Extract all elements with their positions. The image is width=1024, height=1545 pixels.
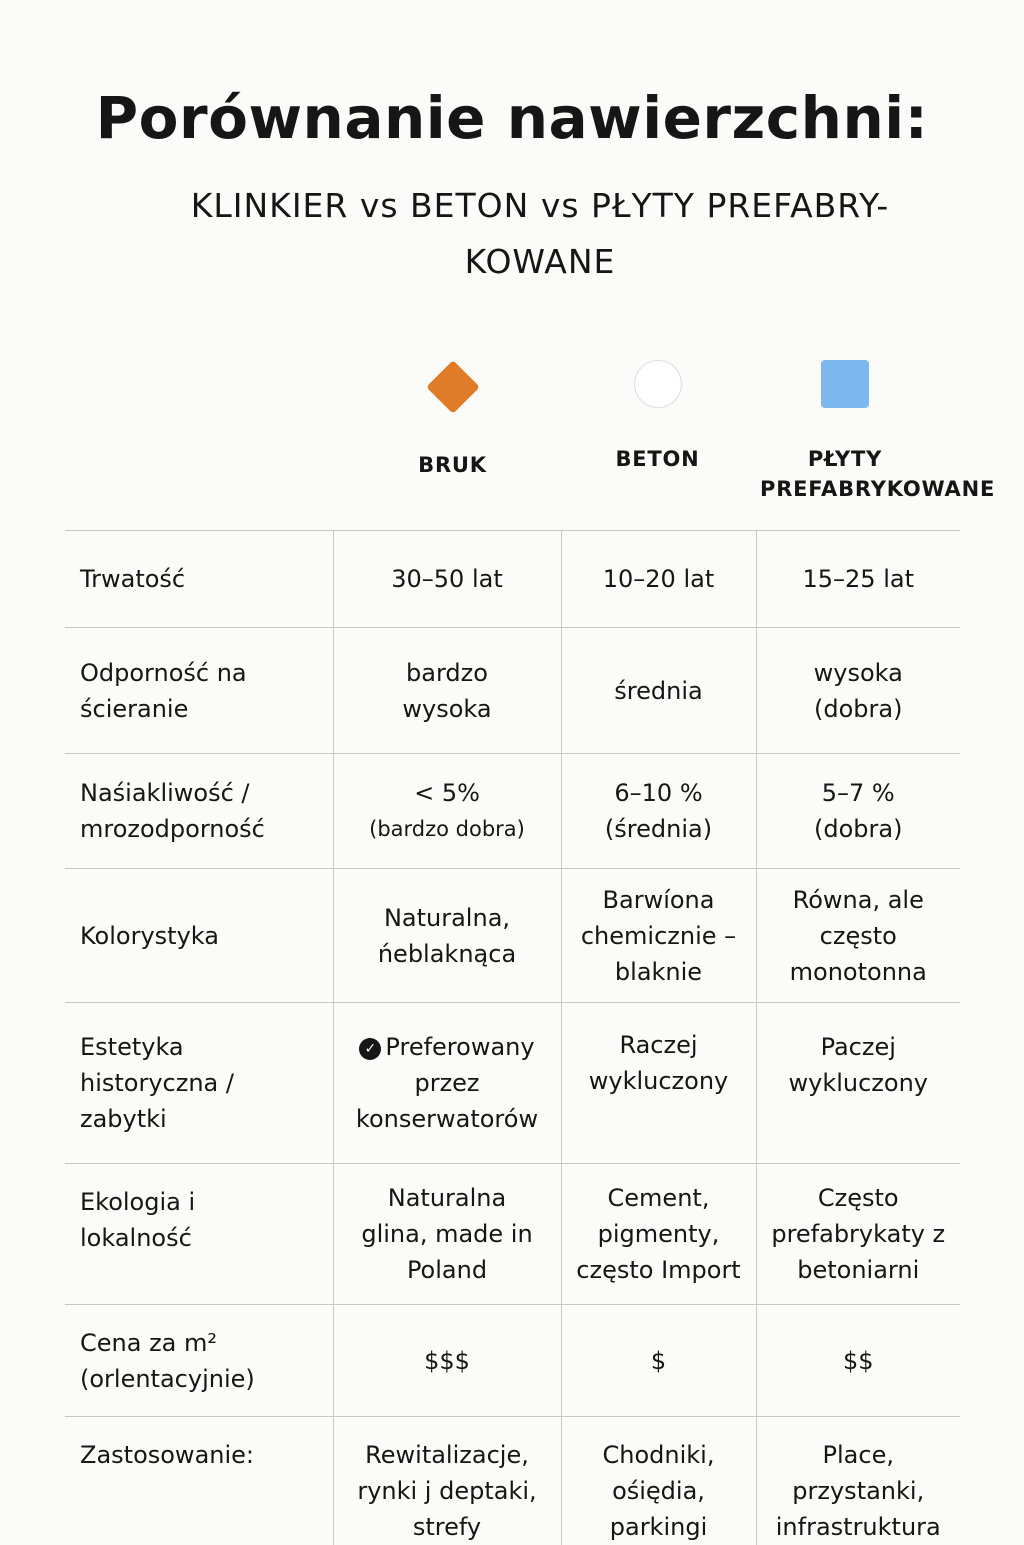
table-row <box>65 628 960 754</box>
cell-beton: średnia <box>561 628 756 754</box>
cell-bruk: Rewitalizacje, rynki j deptaki, strefy <box>333 1417 561 1545</box>
page-title: Porównanie nawierzchni: <box>0 84 1024 152</box>
row-criterion: Estetyka historyczna / zabytki <box>65 1003 333 1164</box>
cell-bruk <box>333 1003 561 1164</box>
cell-value: < 5% <box>342 775 553 811</box>
cell-plyty <box>756 754 960 869</box>
blue-square-icon <box>821 360 869 408</box>
row-criterion: Zastosowanie: <box>65 1417 333 1545</box>
cell-note: (bardzo dobra) <box>342 811 553 847</box>
table-row <box>65 754 960 869</box>
cell-plyty: $$ <box>756 1305 960 1417</box>
cell-plyty: 15–25 lat <box>756 531 960 628</box>
cell-bruk: bardzo wysoka <box>333 628 561 754</box>
cell-bruk <box>333 754 561 869</box>
checkmark-icon: ✓ <box>359 1038 381 1060</box>
column-label-bruk: BRUK <box>375 450 530 480</box>
cell-bruk: 30–50 lat <box>333 531 561 628</box>
row-criterion: Kolorystyka <box>65 869 333 1003</box>
comparison-table <box>65 530 960 1545</box>
row-criterion: Odporność na ścieranie <box>65 628 333 754</box>
cell-note: (dobra) <box>765 811 953 847</box>
table-row <box>65 869 960 1003</box>
column-label-plyty: PŁYTY PREFABRYKOWANE <box>760 444 930 504</box>
table-row <box>65 1164 960 1305</box>
column-label-beton: BETON <box>580 444 735 474</box>
row-criterion: Ekologia i lokalność <box>65 1164 333 1305</box>
cell-value: 5–7 % <box>765 775 953 811</box>
cell-bruk: Naturalna, ńeblaknąca <box>333 869 561 1003</box>
column-header-beton <box>580 360 735 474</box>
column-header-bruk <box>375 360 530 480</box>
page-subtitle: KLINKIER vs BETON vs PŁYTY PREFABRY-KOWANE <box>150 178 930 290</box>
cell-note: (średnia) <box>570 811 748 847</box>
white-circle-icon <box>634 360 682 408</box>
cell-value: 6–10 % <box>570 775 748 811</box>
cell-beton <box>561 754 756 869</box>
cell-beton: Barwíona chemicznie – blaknie <box>561 869 756 1003</box>
cell-plyty: Często prefabrykaty z betoniarni <box>756 1164 960 1305</box>
cell-beton: Raczej wykluczony <box>561 1003 756 1164</box>
cell-plyty: Równa, ale często monotonna <box>756 869 960 1003</box>
row-criterion: Cena za m² (orlentacyjnie) <box>65 1305 333 1417</box>
cell-beton: $ <box>561 1305 756 1417</box>
column-header-plyty <box>725 360 965 504</box>
table-row <box>65 1417 960 1545</box>
table-row <box>65 531 960 628</box>
table-row <box>65 1305 960 1417</box>
cell-beton: Cement, pigmenty, często Import <box>561 1164 756 1305</box>
cell-plyty: Paczej wykluczony <box>756 1003 960 1164</box>
cell-plyty: wysoka (dobra) <box>756 628 960 754</box>
cell-plyty: Place, przystanki, infrastruktura <box>756 1417 960 1545</box>
cell-bruk: $$$ <box>333 1305 561 1417</box>
cell-beton: 10–20 lat <box>561 531 756 628</box>
row-criterion: Trwatość <box>65 531 333 628</box>
row-criterion: Naśiakliwość / mrozodporność <box>65 754 333 869</box>
cell-value: Preferowany przez konserwatorów <box>356 1033 538 1133</box>
table-row <box>65 1003 960 1164</box>
cell-beton: Chodniki, ośiędia, parkingi <box>561 1417 756 1545</box>
cell-bruk: Naturalna glina, made in Poland <box>333 1164 561 1305</box>
orange-diamond-icon <box>426 360 480 414</box>
